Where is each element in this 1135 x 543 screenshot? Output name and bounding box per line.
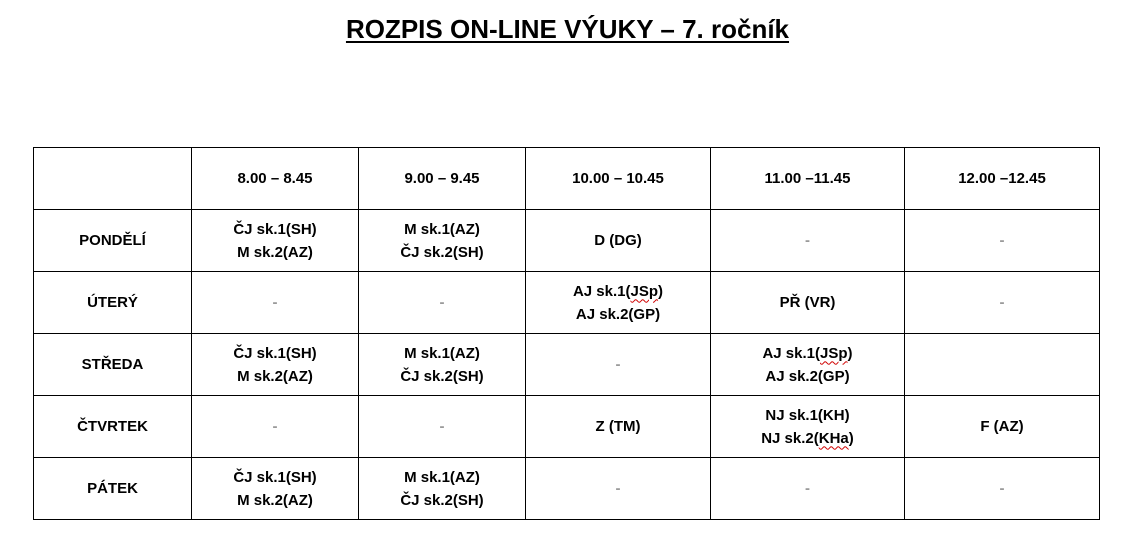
lesson-line: F (AZ) [980, 418, 1024, 435]
schedule-cell [526, 458, 711, 520]
lesson-line: ČJ sk.1(SH) [233, 468, 317, 486]
lesson-line: M sk.2(AZ) [237, 491, 313, 509]
table-row [34, 334, 1100, 396]
day-cell: ÚTERÝ [34, 272, 192, 334]
schedule-cell [905, 458, 1100, 520]
schedule-table [33, 147, 1100, 520]
lesson-line: ČJ sk.2(SH) [400, 243, 484, 261]
schedule-cell [192, 396, 359, 458]
lesson-line: D (DG) [594, 232, 642, 249]
day-cell: PONDĚLÍ [34, 210, 192, 272]
spellcheck-mark: JSp [630, 282, 659, 300]
header-cell-slot-1: 8.00 – 8.45 [192, 148, 359, 210]
document-title: ROZPIS ON-LINE VÝUKY – 7. ročník [345, 14, 790, 44]
lesson-line: ČJ sk.2(SH) [400, 367, 484, 385]
lesson-line: - [805, 480, 810, 497]
header-cell-slot-3: 10.00 – 10.45 [526, 148, 711, 210]
lesson-line: M sk.2(AZ) [237, 367, 313, 385]
lesson-line: M sk.2(AZ) [237, 243, 313, 261]
schedule-cell [192, 272, 359, 334]
schedule-cell [359, 458, 526, 520]
lesson-line: PŘ (VR) [779, 294, 836, 311]
schedule-cell [526, 334, 711, 396]
lesson-line: ČJ sk.2(SH) [400, 491, 484, 509]
lesson-line: - [615, 480, 621, 497]
table-row [34, 272, 1100, 334]
schedule-cell [905, 210, 1100, 272]
header-cell-slot-4: 11.00 –11.45 [711, 148, 905, 210]
table-row [34, 458, 1100, 520]
schedule-cell [711, 334, 905, 396]
lesson-line: - [999, 480, 1005, 497]
table-row [34, 210, 1100, 272]
lesson-line: ČJ sk.1(SH) [233, 344, 317, 362]
schedule-cell [711, 272, 905, 334]
lesson-line: M sk.1(AZ) [404, 344, 480, 362]
lesson-line: NJ sk.2(KHa) [761, 429, 854, 447]
lesson-line: AJ sk.1(JSp) [572, 282, 664, 300]
day-cell: ČTVRTEK [34, 396, 192, 458]
schedule-cell [359, 272, 526, 334]
lesson-line: Z (TM) [595, 418, 641, 435]
schedule-cell [711, 396, 905, 458]
lesson-line: - [999, 294, 1005, 311]
lesson-line: - [999, 232, 1005, 249]
schedule-cell [711, 458, 905, 520]
schedule-cell [359, 334, 526, 396]
schedule-body [34, 148, 1100, 520]
lesson-line: - [805, 232, 810, 249]
lesson-line: ČJ sk.1(SH) [233, 220, 317, 238]
schedule-cell [905, 334, 1100, 396]
lesson-line: M sk.1(AZ) [404, 468, 480, 486]
lesson-line: - [272, 294, 278, 311]
schedule-cell [711, 210, 905, 272]
lesson-line: AJ sk.2(GP) [765, 367, 850, 385]
day-cell: STŘEDA [34, 334, 192, 396]
schedule-cell [359, 396, 526, 458]
spellcheck-mark: KHa [818, 429, 849, 447]
spellcheck-mark: JSp [820, 344, 848, 362]
schedule-cell [905, 396, 1100, 458]
header-row [34, 148, 1100, 210]
schedule-cell [192, 458, 359, 520]
schedule-cell [359, 210, 526, 272]
lesson-line: - [439, 294, 445, 311]
header-cell-slot-2: 9.00 – 9.45 [359, 148, 526, 210]
schedule-cell [526, 272, 711, 334]
lesson-line: NJ sk.1(KH) [765, 406, 850, 424]
lesson-line: AJ sk.2(GP) [575, 305, 661, 323]
lesson-line: - [272, 418, 278, 435]
lesson-line: AJ sk.1(JSp) [762, 344, 853, 362]
lesson-line: M sk.1(AZ) [404, 220, 480, 238]
schedule-cell [526, 396, 711, 458]
schedule-cell [192, 334, 359, 396]
header-cell-corner [34, 148, 192, 210]
schedule-cell [192, 210, 359, 272]
lesson-line: - [439, 418, 445, 435]
schedule-cell [526, 210, 711, 272]
table-row [34, 396, 1100, 458]
header-cell-slot-5: 12.00 –12.45 [905, 148, 1100, 210]
schedule-cell [905, 272, 1100, 334]
lesson-line: - [615, 356, 621, 373]
day-cell: PÁTEK [34, 458, 192, 520]
